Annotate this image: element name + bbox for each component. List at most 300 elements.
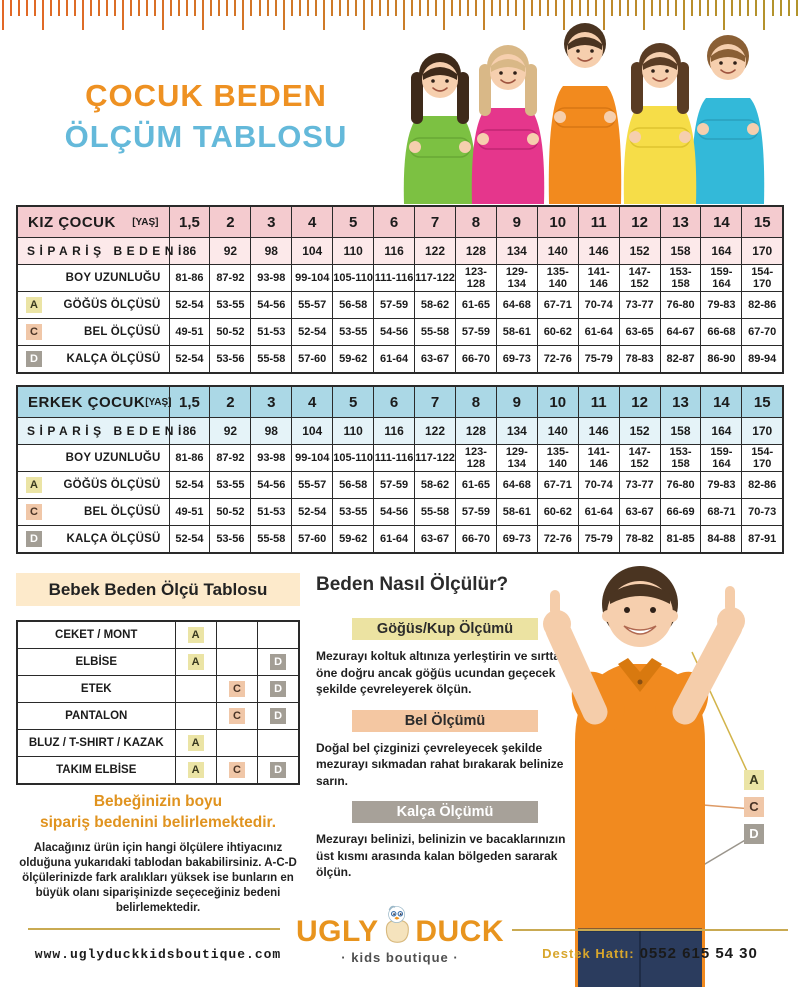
measure-badge-a: A — [188, 654, 204, 670]
ruler-tick — [42, 0, 44, 30]
measure-badge-c: C — [229, 762, 245, 778]
table-title-cell — [17, 386, 172, 418]
order-size-cell: 170 — [742, 418, 783, 445]
measure-label: GÖĞÜS ÖLÇÜSÜ — [63, 299, 161, 311]
measure-cell: 61-64 — [578, 319, 619, 346]
kid-illustration-part — [457, 72, 469, 124]
measure-cell: 56-58 — [333, 472, 374, 499]
measure-label-cell — [17, 319, 169, 346]
order-size-cell: 86 — [169, 418, 210, 445]
measure-cell: 58-62 — [415, 292, 456, 319]
measure-row — [17, 292, 783, 319]
age-cell: 4 — [292, 386, 333, 418]
ruler-tick — [772, 0, 774, 16]
age-cell: 12 — [619, 386, 660, 418]
measure-cell: 63-67 — [415, 346, 456, 374]
measure-cell: 63-67 — [619, 499, 660, 526]
measure-row — [17, 526, 783, 554]
ruler-tick — [459, 0, 461, 16]
order-size-cell: 164 — [701, 418, 742, 445]
ruler-tick — [619, 0, 621, 16]
kid-illustration-part — [404, 53, 476, 204]
ruler-tick — [162, 0, 164, 30]
measure-cell: 64-68 — [496, 472, 537, 499]
ruler-tick — [275, 0, 277, 16]
ruler-tick — [299, 0, 301, 16]
measure-badge-c: C — [229, 708, 245, 724]
measure-cell: 49-51 — [169, 319, 210, 346]
measure-label-cell — [17, 526, 169, 554]
order-size-cell: 128 — [455, 238, 496, 265]
kid-illustration-part — [459, 141, 471, 153]
order-size-cell: 98 — [251, 418, 292, 445]
age-cell: 4 — [292, 206, 333, 238]
kid-illustration-part — [472, 108, 544, 204]
ruler-tick — [291, 0, 293, 16]
table-header-row — [17, 386, 783, 418]
measure-cell: 76-80 — [660, 472, 701, 499]
age-cell: 14 — [701, 206, 742, 238]
garment-mark-cell — [216, 730, 257, 757]
kid-illustration-part — [525, 64, 537, 116]
measure-label-cell — [17, 346, 169, 374]
measure-badge-a: A — [188, 735, 204, 751]
measure-cell: 53-55 — [210, 472, 251, 499]
age-cell: 2 — [210, 206, 251, 238]
baby-table-row — [17, 703, 299, 730]
age-cell: 6 — [374, 386, 415, 418]
ruler-tick — [250, 0, 252, 16]
ruler-tick — [547, 0, 549, 16]
measure-cell: 99-104 — [292, 445, 333, 472]
order-size-cell: 158 — [660, 238, 701, 265]
order-size-cell: 98 — [251, 238, 292, 265]
measure-cell: 76-80 — [660, 292, 701, 319]
ruler-tick — [66, 0, 68, 16]
measure-cell: 87-92 — [210, 445, 251, 472]
ruler-tick — [339, 0, 341, 16]
measure-row — [17, 472, 783, 499]
measure-cell: 61-64 — [578, 499, 619, 526]
measure-label: GÖĞÜS ÖLÇÜSÜ — [63, 479, 161, 491]
measure-cell: 75-79 — [578, 526, 619, 554]
measure-badge-d: D — [26, 531, 42, 547]
age-cell: 8 — [455, 386, 496, 418]
kid-illustration-part — [733, 61, 737, 65]
measure-cell: 117-122 — [415, 265, 456, 292]
age-cell: 5 — [333, 206, 374, 238]
ruler-tick — [234, 0, 236, 16]
website-url[interactable]: www.uglyduckkidsboutique.com — [34, 947, 282, 962]
measure-cell: 60-62 — [537, 499, 578, 526]
measure-badge-d: D — [270, 708, 286, 724]
howto-section-label: Bel Ölçümü — [352, 710, 538, 732]
measure-cell: 141-146 — [578, 445, 619, 472]
order-size-cell: 152 — [619, 238, 660, 265]
measure-cell: 105-110 — [333, 265, 374, 292]
garment-label: CEKET / MONT — [17, 621, 175, 649]
order-size-cell: 116 — [374, 238, 415, 265]
page-title-line2: ÖLÇÜM TABLOSU — [64, 119, 348, 154]
order-size-cell: 152 — [619, 418, 660, 445]
measure-cell: 129-134 — [496, 445, 537, 472]
measure-cell: 51-53 — [251, 499, 292, 526]
measure-badge-d: D — [270, 681, 286, 697]
age-cell: 15 — [742, 206, 783, 238]
measure-cell: 49-51 — [169, 499, 210, 526]
measure-cell: 53-56 — [210, 526, 251, 554]
order-size-cell: 170 — [742, 238, 783, 265]
kid-illustration-part — [409, 141, 421, 153]
howto-section-text: Mezurayı belinizi, belinizin ve bacaklarınızın üst kısmı arasında kalan bölgeden sararak ölçün. — [316, 832, 566, 880]
ruler-tick — [122, 0, 124, 30]
kid-illustration-part — [479, 64, 491, 116]
kid-illustration-part — [472, 45, 544, 204]
garment-mark-cell — [175, 757, 216, 785]
ruler-tick — [106, 0, 108, 16]
ruler-tick — [178, 0, 180, 16]
kid-illustration-part — [554, 111, 566, 123]
ruler-tick — [218, 0, 220, 16]
badge-spacer — [26, 450, 42, 466]
howto-section-label: Göğüs/Kup Ölçümü — [352, 618, 538, 640]
ruler-tick — [796, 0, 798, 16]
ruler-tick — [691, 0, 693, 16]
measure-cell: 52-54 — [169, 292, 210, 319]
measure-cell: 153-158 — [660, 445, 701, 472]
kid-illustration-part — [549, 23, 621, 204]
ruler-tick — [659, 0, 661, 16]
measure-cell: 63-67 — [415, 526, 456, 554]
baby-table-row — [17, 757, 299, 785]
age-cell: 1,5 — [169, 386, 210, 418]
measure-cell: 57-60 — [292, 526, 333, 554]
measure-badge-d: D — [26, 351, 42, 367]
ruler-tick — [82, 0, 84, 30]
ruler-tick — [627, 0, 629, 16]
measure-cell: 72-76 — [537, 346, 578, 374]
measure-cell: 123-128 — [455, 445, 496, 472]
divider-line-left — [28, 928, 280, 930]
garment-label: TAKIM ELBİSE — [17, 757, 175, 785]
kid-illustration-part — [527, 133, 539, 145]
measure-row — [17, 265, 783, 292]
baby-table-row — [17, 649, 299, 676]
measure-cell: 70-74 — [578, 292, 619, 319]
kid-illustration-part — [692, 98, 764, 204]
measure-label: BOY UZUNLUĞU — [65, 272, 161, 284]
measure-cell: 135-140 — [537, 445, 578, 472]
garment-mark-cell — [258, 703, 299, 730]
ruler-tick — [10, 0, 12, 16]
baby-note-headline-line1: Bebeğinizin boyu — [93, 793, 223, 810]
measure-cell: 61-65 — [455, 472, 496, 499]
ruler-tick — [651, 0, 653, 16]
measure-cell: 123-128 — [455, 265, 496, 292]
measure-cell: 59-62 — [333, 346, 374, 374]
order-size-cell: 146 — [578, 418, 619, 445]
age-cell: 11 — [578, 206, 619, 238]
measure-label-cell — [17, 472, 169, 499]
ruler-tick — [555, 0, 557, 16]
kid-illustration-part — [677, 62, 689, 114]
garment-mark-cell — [175, 703, 216, 730]
measure-cell: 54-56 — [251, 292, 292, 319]
ruler-tick — [74, 0, 76, 16]
measure-cell: 93-98 — [251, 265, 292, 292]
measure-cell: 86-90 — [701, 346, 742, 374]
measure-cell: 61-64 — [374, 526, 415, 554]
order-size-label-cell: SİPARİŞ BEDENİ — [17, 238, 169, 265]
ruler-tick — [307, 0, 309, 16]
ruler-tick — [515, 0, 517, 16]
measure-label: BOY UZUNLUĞU — [65, 452, 161, 464]
garment-label: ELBİSE — [17, 649, 175, 676]
measure-cell: 52-54 — [169, 526, 210, 554]
baby-note-headline — [12, 792, 304, 834]
ruler-tick — [731, 0, 733, 16]
ruler-tick — [395, 0, 397, 16]
ruler-tick — [411, 0, 413, 16]
measure-cell: 54-56 — [374, 319, 415, 346]
measure-cell: 57-60 — [292, 346, 333, 374]
measure-cell: 67-71 — [537, 472, 578, 499]
logo-word-ugly: UGLY — [296, 915, 379, 948]
measure-cell: 70-74 — [578, 472, 619, 499]
garment-mark-cell — [175, 621, 216, 649]
measure-cell: 68-71 — [701, 499, 742, 526]
support-label: Destek Hattı: — [542, 946, 635, 961]
howto-section-text: Doğal bel çizginizi çevreleyecek şekilde mezurayı sıkmadan rahat bırakarak belinize sarın. — [316, 740, 564, 788]
measure-cell: 54-56 — [374, 499, 415, 526]
kid-illustration-part — [679, 131, 691, 143]
kid-illustration-part — [549, 86, 621, 204]
measure-cell: 147-152 — [619, 265, 660, 292]
ruler-tick — [26, 0, 28, 16]
ruler-tick — [259, 0, 261, 16]
order-size-cell: 128 — [455, 418, 496, 445]
measure-row — [17, 319, 783, 346]
order-size-cell: 116 — [374, 418, 415, 445]
garment-mark-cell — [258, 730, 299, 757]
howto-section — [316, 801, 574, 881]
measure-cell: 61-64 — [374, 346, 415, 374]
measure-badge-c: C — [229, 681, 245, 697]
baby-table-title: Bebek Beden Ölçü Tablosu — [16, 573, 300, 606]
measure-badge-d: D — [270, 654, 286, 670]
boy-thumb-left — [550, 590, 560, 616]
order-size-label-cell: SİPARİŞ BEDENİ — [17, 418, 169, 445]
age-cell: 9 — [496, 206, 537, 238]
ruler-tick — [419, 0, 421, 16]
boy-button — [638, 680, 643, 685]
age-cell: 12 — [619, 206, 660, 238]
measure-cell: 153-158 — [660, 265, 701, 292]
garment-mark-cell — [175, 730, 216, 757]
measure-cell: 82-86 — [742, 472, 783, 499]
page-title-line1: ÇOCUK BEDEN — [85, 78, 327, 113]
order-size-cell: 140 — [537, 238, 578, 265]
measure-cell: 59-62 — [333, 526, 374, 554]
measure-label: KALÇA ÖLÇÜSÜ — [66, 533, 161, 545]
measure-cell: 55-58 — [415, 319, 456, 346]
kid-illustration-part — [747, 123, 759, 135]
measure-cell: 70-73 — [742, 499, 783, 526]
measure-cell: 69-73 — [496, 526, 537, 554]
measure-cell: 66-70 — [455, 526, 496, 554]
kid-illustration-part — [445, 79, 449, 83]
measure-cell: 55-58 — [251, 346, 292, 374]
ruler-tick — [635, 0, 637, 16]
ruler-tick — [98, 0, 100, 16]
howto-title: Beden Nasıl Ölçülür? — [316, 574, 509, 595]
order-size-cell: 122 — [415, 418, 456, 445]
ruler-tick — [355, 0, 357, 16]
age-cell: 7 — [415, 386, 456, 418]
ruler-tick — [114, 0, 116, 16]
age-cell: 1,5 — [169, 206, 210, 238]
order-size-cell: 86 — [169, 238, 210, 265]
measure-cell: 154-170 — [742, 265, 783, 292]
ruler-tick — [186, 0, 188, 16]
garment-mark-cell — [216, 757, 257, 785]
measure-cell: 82-87 — [660, 346, 701, 374]
age-cell: 2 — [210, 386, 251, 418]
kid-illustration-part — [477, 133, 489, 145]
howto-section — [316, 710, 574, 790]
ruler-tick — [170, 0, 172, 16]
measure-cell: 55-58 — [251, 526, 292, 554]
age-cell: 13 — [660, 206, 701, 238]
ruler-tick — [755, 0, 757, 16]
measure-cell: 73-77 — [619, 472, 660, 499]
ruler-tick — [138, 0, 140, 16]
measure-cell: 53-55 — [333, 499, 374, 526]
kid-illustration-part — [576, 49, 580, 53]
kid-illustration-part — [411, 72, 423, 124]
ruler-tick — [571, 0, 573, 16]
ruler-tick — [427, 0, 429, 16]
age-cell: 6 — [374, 206, 415, 238]
measure-label-cell — [17, 292, 169, 319]
order-size-cell: 92 — [210, 238, 251, 265]
order-size-cell: 122 — [415, 238, 456, 265]
kid-illustration-part — [624, 43, 696, 204]
howto-section-label: Kalça Ölçümü — [352, 801, 538, 823]
measure-cell: 82-86 — [742, 292, 783, 319]
measure-cell: 89-94 — [742, 346, 783, 374]
measure-cell: 64-67 — [660, 319, 701, 346]
measure-cell: 78-83 — [619, 346, 660, 374]
kid-illustration-part — [431, 79, 435, 83]
baby-note-headline-line2: sipariş bedenini belirlemektedir. — [39, 813, 277, 831]
measure-cell: 52-54 — [169, 346, 210, 374]
age-cell: 14 — [701, 386, 742, 418]
badge-spacer — [26, 270, 42, 286]
ruler-tick — [323, 0, 325, 30]
measure-cell: 141-146 — [578, 265, 619, 292]
measure-badge-a: A — [188, 627, 204, 643]
ruler-tick — [283, 0, 285, 30]
ruler-tick — [18, 0, 20, 16]
ruler-tick — [539, 0, 541, 16]
measure-cell: 79-83 — [701, 472, 742, 499]
ruler-tick — [475, 0, 477, 16]
measure-cell: 81-86 — [169, 445, 210, 472]
kid-illustration-part — [499, 71, 503, 75]
garment-mark-cell — [258, 676, 299, 703]
order-size-cell: 104 — [292, 238, 333, 265]
ruler-tick — [58, 0, 60, 16]
girls-size-table — [16, 205, 784, 374]
measure-cell: 81-86 — [169, 265, 210, 292]
order-size-row — [17, 238, 783, 265]
order-size-cell: 110 — [333, 418, 374, 445]
measure-badge-c: C — [26, 504, 42, 520]
table-title: ERKEK ÇOCUK — [28, 393, 146, 411]
order-size-cell: 158 — [660, 418, 701, 445]
measure-badge-d: D — [270, 762, 286, 778]
measure-cell: 79-83 — [701, 292, 742, 319]
age-cell: 10 — [537, 206, 578, 238]
ruler-tick — [788, 0, 790, 16]
age-cell: 3 — [251, 206, 292, 238]
measure-cell: 75-79 — [578, 346, 619, 374]
howto-sections — [316, 606, 574, 881]
measure-cell: 58-61 — [496, 319, 537, 346]
measure-cell: 52-54 — [169, 472, 210, 499]
ruler-tick — [34, 0, 36, 16]
order-size-cell: 164 — [701, 238, 742, 265]
measure-cell: 55-57 — [292, 292, 333, 319]
ruler-tick — [267, 0, 269, 16]
logo-subtitle: · kids boutique · — [341, 950, 459, 965]
garment-mark-cell — [258, 757, 299, 785]
age-cell: 15 — [742, 386, 783, 418]
measure-cell: 52-54 — [292, 319, 333, 346]
order-size-row — [17, 418, 783, 445]
ruler-tick — [491, 0, 493, 16]
ruler-tick — [451, 0, 453, 16]
measure-cell: 50-52 — [210, 499, 251, 526]
ruler-tick — [242, 0, 244, 30]
ruler-tick — [315, 0, 317, 16]
age-cell: 13 — [660, 386, 701, 418]
measure-cell: 72-76 — [537, 526, 578, 554]
measure-cell: 61-65 — [455, 292, 496, 319]
page-title — [58, 78, 354, 155]
ruler-tick — [194, 0, 196, 16]
age-cell: 11 — [578, 386, 619, 418]
measure-cell: 111-116 — [374, 445, 415, 472]
ruler-tick — [707, 0, 709, 16]
ruler-tick — [435, 0, 437, 16]
garment-label: BLUZ / T-SHIRT / KAZAK — [17, 730, 175, 757]
ruler-tick — [739, 0, 741, 16]
ruler-tick — [715, 0, 717, 16]
table-header-row — [17, 206, 783, 238]
garment-mark-cell — [258, 621, 299, 649]
measure-cell: 51-53 — [251, 319, 292, 346]
divider-line-right — [512, 929, 788, 931]
support-hotline — [505, 945, 795, 963]
measure-cell: 87-91 — [742, 526, 783, 554]
kid-illustration-part — [651, 69, 655, 73]
boy-thumb-right — [725, 586, 735, 612]
figure-marker-c: C — [744, 797, 764, 817]
age-cell: 8 — [455, 206, 496, 238]
measure-cell: 135-140 — [537, 265, 578, 292]
